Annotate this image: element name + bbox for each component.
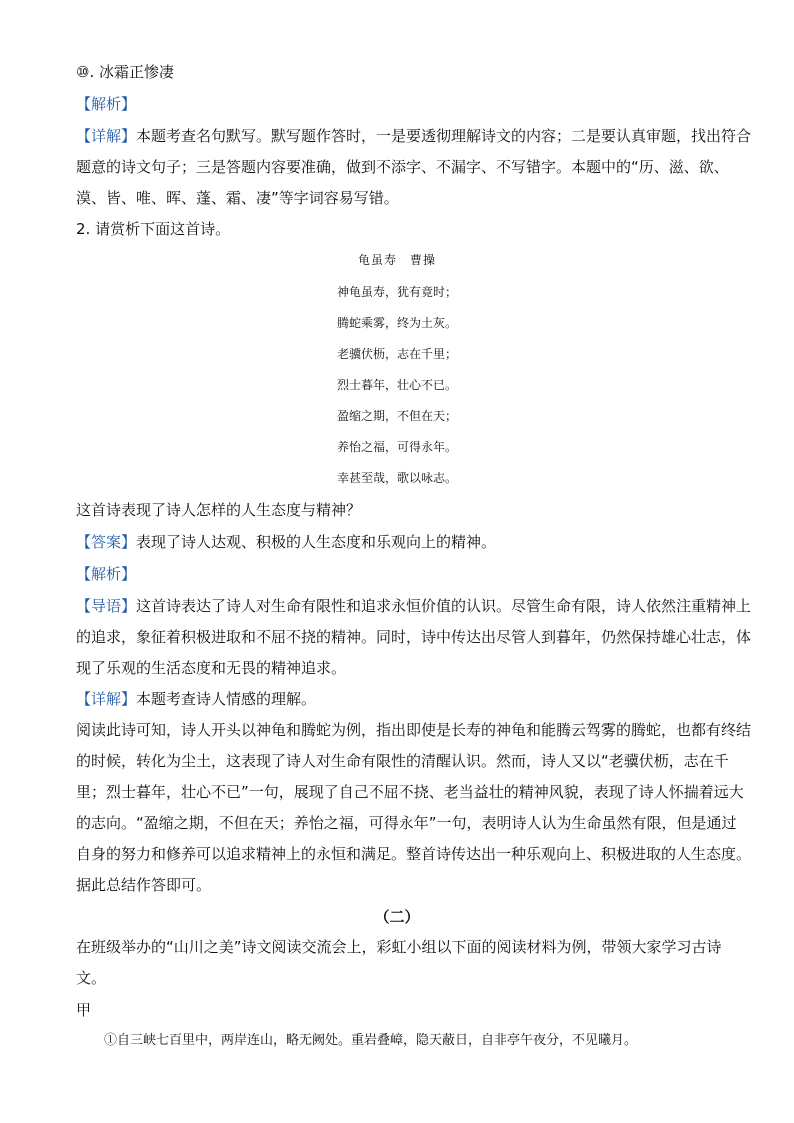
detail-2-intro [76,689,716,709]
detail-2-line-4: 的志向。“盈缩之期，不但在天；养怡之福，可得永年”一句，表明诗人认为生命虽然有限，但是通过 [76,814,737,832]
detail-2-first: 本题考查诗人情感的理解。 [136,690,317,708]
question-text: 这首诗表现了诗人怎样的人生态度与精神？ [76,501,362,519]
poem-line: 神龟虽寿，犹有竟时； [336,285,457,299]
detail-tag: 【详解】 [76,127,137,145]
detail-tag-2: 【详解】 [76,690,137,708]
detail-paragraph-1-line-3: 漠、皆、唯、晖、蓬、霜、凄”等字词容易写错。 [76,189,399,207]
answer-line [76,532,716,552]
guide-line-3: 现了乐观的生活态度和无畏的精神追求。 [76,659,347,677]
guide-tag: 【导语】 [76,597,137,615]
guide-line-2: 的追求，象征着积极进取和不屈不挠的精神。同时，诗中传达出尽管人到暮年，仍然保持雄心壮志，体 [76,628,752,646]
poem-title: 龟虽寿 曹操 [357,253,436,267]
poem-line: 烈士暮年，壮心不已。 [336,378,457,392]
answer-tag: 【答案】 [76,533,137,551]
intro-line-1: 在班级举办的“山川之美”诗文阅读交流会上，彩虹小组以下面的阅读材料为例，带领大家学习古诗 [76,938,722,956]
guide-text: 这首诗表达了诗人对生命有限性和追求永恒价值的认识。尽管生命有限，诗人依然注重精神上 [136,597,752,615]
poem-line: 养怡之福，可得永年。 [336,440,457,454]
detail-text: 本题考查名句默写。默写题作答时，一是要透彻理解诗文的内容；二是要认真审题，找出符合 [136,127,752,145]
poem-line: 幸甚至哉，歌以咏志。 [336,471,457,485]
intro-line-2: 文。 [76,969,107,987]
analysis-tag-2: 【解析】 [76,565,137,583]
analysis-tag: 【解析】 [76,95,137,113]
detail-2-line-3: 里；烈士暮年，壮心不已”一句，展现了自己不屈不挠、老当益壮的精神风貌，表现了诗人怀揣着远大 [76,783,744,801]
detail-paragraph-1-line-2: 题意的诗文句子；三是答题内容要准确，做到不添字、不漏字、不写错字。本题中的“历、滋、欲、 [76,158,729,176]
question-2-title: 2. 请赏析下面这首诗。 [76,220,231,238]
guide-line-1 [76,596,752,616]
section-title: （二） [374,908,420,926]
label-jia: 甲 [76,1001,92,1019]
poem-line: 腾蛇乘雾，终为土灰。 [336,316,457,330]
poem-line: 盈缩之期，不但在天； [336,409,457,423]
detail-paragraph-1-line-1 [76,126,752,146]
answer-text: 表现了诗人达观、积极的人生态度和乐观向上的精神。 [136,533,497,551]
detail-2-line-6: 据此总结作答即可。 [76,876,212,894]
detail-2-line-1: 阅读此诗可知，诗人开头以神龟和腾蛇为例，指出即使是长寿的神龟和能腾云驾雾的腾蛇，也都有终结 [76,721,752,739]
detail-2-line-2: 的时候，转化为尘土，这表现了诗人对生命有限性的清醒认识。然而，诗人又以“老骥伏枥，志在千 [76,752,729,770]
excerpt-text: ①自三峡七百里中，两岸连山，略无阙处。重岩叠嶂，隐天蔽日，自非亭午夜分，不见曦月。 [104,1033,638,1048]
answer-item-10: ⑩. 冰霜正惨凄 [76,63,174,81]
detail-2-line-5: 自身的努力和修养可以追求精神上的永恒和满足。整首诗传达出一种乐观向上、积极进取的人生态度。 [76,845,752,863]
poem-line: 老骥伏枥，志在千里； [336,347,457,361]
